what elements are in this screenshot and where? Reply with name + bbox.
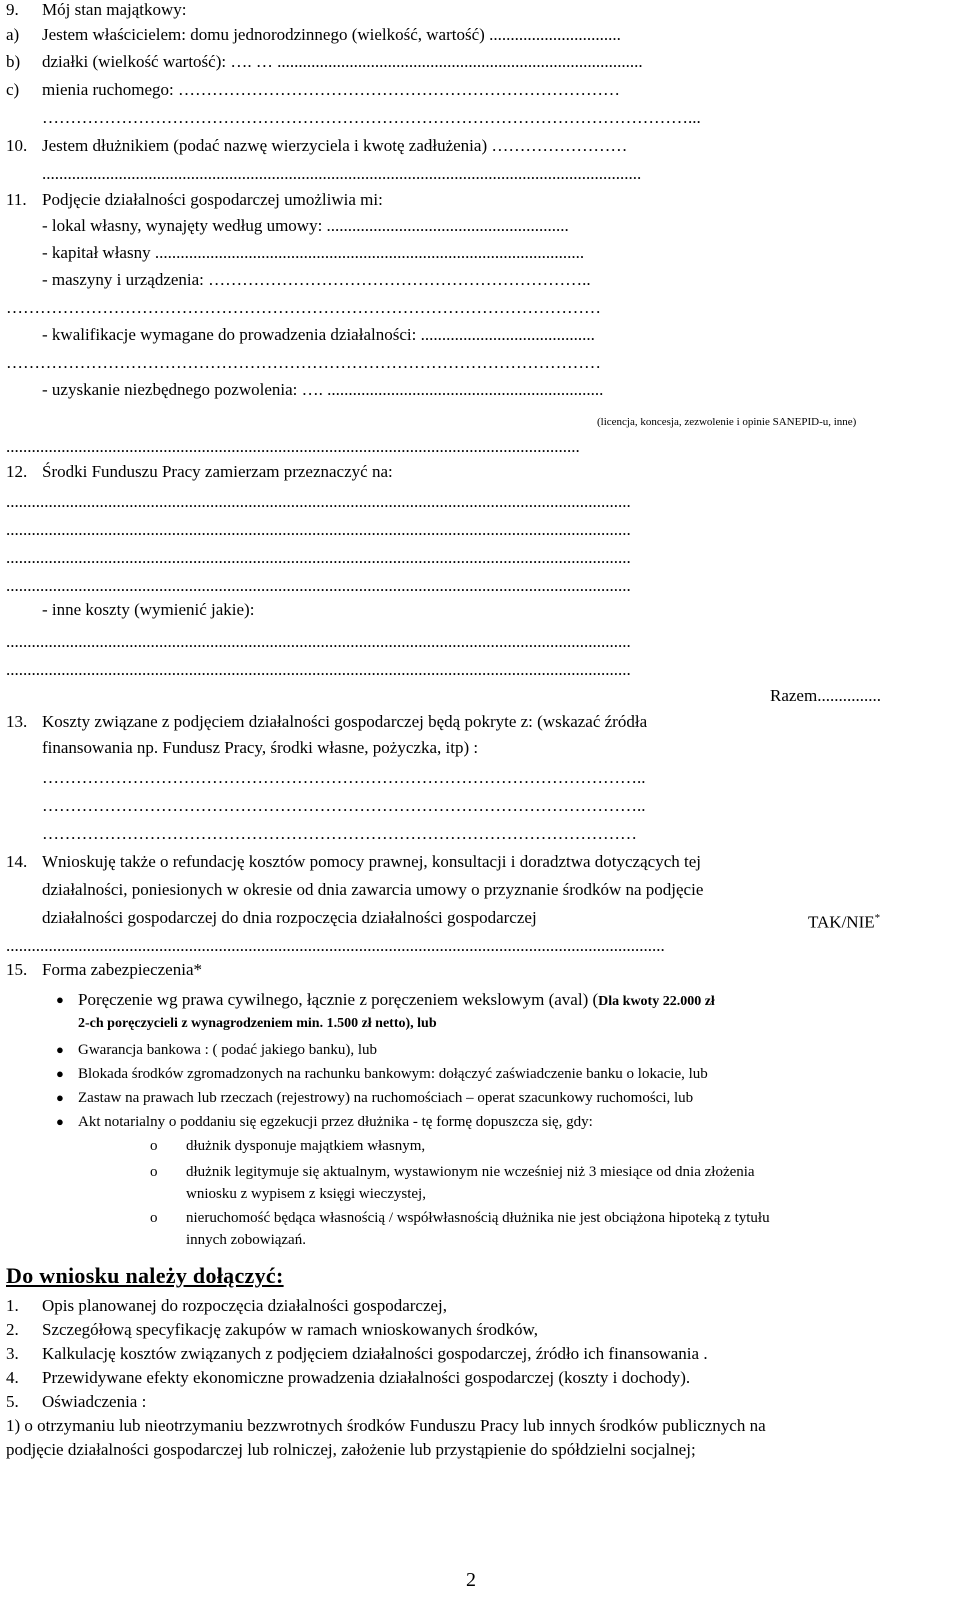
bullet-icon: ●: [56, 1090, 64, 1105]
page: 9. Mój stan majątkowy: a) Jestem właścicielem: domu jednorodzinnego (wielkość, wartość) ............................... b) działki (wielkość wartość): …. … ...................................................................................... c) mienia ruchomego: …………………………………………………………………… ……………………………………………………………………………………………………... 10. Jestem dłużnikiem (podać nazwę wierzyciela i kwotę zadłużenia) …………………… ............................................................................................................................................. 11. Podjęcie działalności gospodarczej umożliwia mi: - lokal własny, wynajęty według umowy: ......................................................... - kapitał własny ..................................................................................................... - maszyny i urządzenia: ………………………………………………………….. …………………………………………………………………………………………… - kwalifikacje wymagane do prowadzenia działalności: ......................................... …………………………………………………………………………………………… - uzyskanie niezbędnego pozwolenia: …. ................................................................. (licencja, koncesja, zezwolenie i opinie SANEPID-u, inne) ....................................................................................................................................... 12. Środki Funduszu Pracy zamierzam przeznaczyć na: ................................................................................................................................................... ................................................................................................................................................... ................................................................................................................................................... ................................................................................................................................................... - inne koszty (wymienić jakie): ................................................................................................................................................... ................................................................................................................................................... Razem............... 13. Koszty związane z podjęciem działalności gospodarczej będą pokryte z: (wskazać źródła finansowania np. Fundusz Pracy, środki własne, pożyczka, itp) : …………………………………………………………………………………………….. …………………………………………………………………………………………….. …………………………………………………………………………………………… 14. Wnioskuję także o refundację kosztów pomocy prawnej, konsultacji i doradztwa dotyczących tej działalności, poniesionych w okresie od dnia zawarcia umowy o przyznanie środków na podjęcie działalności gospodarczej do dnia rozpoczęcia działalności gospodarczej TAK/NIE* ........................................................................................................................................................... 15. Forma zabezpieczenia* ● Poręczenie wg prawa cywilnego, łącznie z poręczeniem wekslowym (aval) (Dla kwoty 22.000 zł 2-ch poręczycieli z wynagrodzeniem min. 1.500 zł netto), lub ● Gwarancja bankowa : ( podać jakiego banku), lub ● Blokada środków zgromadzonych na rachunku bankowym: dołączyć zaświadczenie banku o lokacie, lub ● Zastaw na prawach lub rzeczach (rejestrowy) na ruchomościach – operat szacunkowy ruchomości, lub ● Akt notarialny o poddaniu się egzekucji przez dłużnika - tę formę dopuszcza się, gdy: o dłużnik dysponuje majątkiem własnym, o dłużnik legitymuje się aktualnym, wystawionym nie wcześniej niż 3 miesiące od dnia złożenia wniosku z wypisem z księgi wieczystej, o nieruchomość będąca własnością / współwłasnością dłużnika nie jest obciążona hipoteką z tytułu innych zobowiązań. Do wniosku należy dołączyć: 1. Opis planowanej do rozpoczęcia działalności gospodarczej, 2. Szczegółową specyfikację zakupów w ramach wnioskowanych środków, 3. Kalkulację kosztów związanych z podjęciem działalności gospodarczej, źródło ich finansowania . 4. Przewidywane efekty ekonomiczne prowadzenia działalności gospodarczej (koszty i dochody). 5. Oświadczenia : 1) o otrzymaniu lub nieotrzymaniu bezzwrotnych środków Funduszu Pracy lub innych środków publicznych na podjęcie działalności gospodarczej lub rolniczej, założenie lub przystąpienie do spółdzielni socjalnej; 2: [6, 0, 881, 1591]
circle-bullet-icon: o: [150, 1138, 158, 1154]
bullet-icon: ●: [56, 1066, 64, 1081]
permit-note: (licencja, koncesja, zezwolenie i opinie SANEPID-u, inne): [597, 416, 857, 428]
footnote-star: *: [874, 912, 881, 924]
total-label: Razem...............: [770, 686, 881, 705]
bullet-icon: ●: [56, 1042, 64, 1057]
bullet-icon: ●: [56, 992, 64, 1007]
bullet-icon: ●: [56, 1114, 64, 1129]
yes-no-choice: TAK/NIE*: [808, 912, 881, 932]
circle-bullet-icon: o: [150, 1164, 158, 1180]
page-number: 2: [466, 1569, 476, 1591]
circle-bullet-icon: o: [150, 1210, 158, 1226]
